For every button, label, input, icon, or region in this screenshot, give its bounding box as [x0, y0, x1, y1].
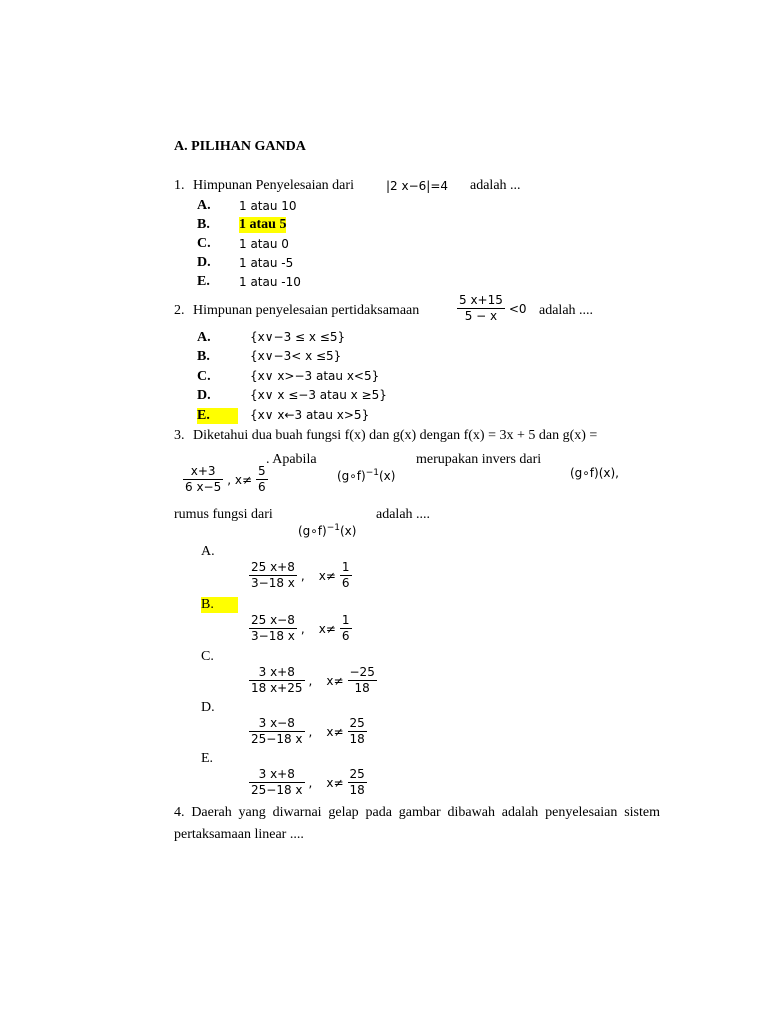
q1-number: 1.: [174, 178, 185, 193]
option-letter: E.: [197, 408, 238, 424]
condition-denominator: 18: [349, 732, 365, 746]
condition-numerator: 25: [349, 767, 365, 781]
q3-inv-base: (g∘f): [337, 469, 366, 483]
comma: ,: [300, 568, 305, 583]
q3-rumus-expr: [298, 523, 356, 538]
section-heading: A. PILIHAN GANDA: [174, 139, 306, 154]
q3-g-cond: , x≠: [227, 472, 253, 487]
q3-option-expression[interactable]: [249, 767, 367, 798]
q3-g-cond-num: 5: [258, 464, 266, 478]
condition-label: x≠: [318, 621, 336, 636]
condition-denominator: 6: [341, 576, 350, 590]
q2-inequality: [457, 293, 527, 324]
q3-rumus-sup: −1: [326, 523, 340, 533]
q3-g-num: x+3: [183, 464, 223, 480]
option-letter: C.: [197, 369, 211, 384]
option-letter: B.: [197, 349, 210, 364]
condition-numerator: 1: [341, 613, 350, 627]
option-letter: C.: [197, 236, 211, 251]
q1-option[interactable]: [197, 217, 337, 235]
q1-expression: |2 x−6|=4: [386, 179, 449, 193]
condition-denominator: 18: [349, 783, 365, 797]
q2-option[interactable]: [197, 408, 397, 426]
q3-apabila: . Apabila: [266, 452, 317, 467]
q3-inverse-expr: [337, 468, 395, 483]
q1-text-after: adalah ...: [470, 178, 521, 193]
option-letter: A.: [197, 330, 211, 345]
q2-fraction: [457, 293, 505, 324]
condition-denominator: 6: [341, 629, 350, 643]
q2-frac-rel: <0: [508, 301, 527, 316]
q3-g-cond-fraction: [256, 464, 268, 495]
comma: ,: [308, 724, 313, 739]
option-fraction: [249, 767, 305, 798]
q3-line1: Diketahui dua buah fungsi f(x) dan g(x) dengan f(x) = 3x + 5 dan g(x) =: [193, 428, 598, 443]
fraction-numerator: 25 x−8: [251, 613, 295, 627]
option-text: 1 atau 5: [239, 217, 287, 232]
q2-option[interactable]: [197, 330, 397, 348]
fraction-denominator: 3−18 x: [251, 629, 295, 643]
q3-option-letter[interactable]: B.: [201, 597, 238, 613]
option-letter: E.: [197, 274, 210, 289]
q1-option[interactable]: [197, 198, 337, 216]
fraction-denominator: 18 x+25: [251, 681, 303, 695]
q2-option[interactable]: [197, 388, 397, 406]
option-text: 1 atau 10: [239, 199, 297, 213]
q3-option-letter[interactable]: E.: [201, 751, 214, 766]
comma: ,: [308, 775, 313, 790]
fraction-numerator: 3 x−8: [249, 716, 305, 732]
q1-option[interactable]: [197, 236, 337, 254]
q3-rumus: rumus fungsi dari: [174, 507, 273, 522]
q3-g-den: 6 x−5: [185, 480, 222, 494]
q4-number: 4.: [174, 805, 185, 820]
q2-text-after: adalah ....: [539, 303, 594, 318]
comma: ,: [308, 673, 313, 688]
fraction-numerator: 25 x+8: [251, 560, 295, 574]
condition-fraction: [348, 716, 367, 747]
q4-body: Daerah yang diwarnai gelap pada gambar dibawah adalah penyelesaian sistem pertaksamaan linear ....: [174, 805, 660, 842]
condition-numerator: −25: [349, 665, 375, 679]
q3-g-cond-den: 6: [258, 480, 266, 494]
condition-label: x≠: [326, 775, 344, 790]
q4-text: [174, 802, 660, 846]
option-text: 1 atau 0: [239, 237, 289, 251]
option-fraction: [249, 665, 305, 696]
q2-frac-num: 5 x+15: [459, 293, 503, 307]
condition-numerator: 1: [341, 560, 350, 574]
condition-fraction: [348, 767, 367, 798]
q3-rumus-base: (g∘f): [298, 524, 327, 538]
q2-text: Himpunan penyelesaian pertidaksamaan: [193, 303, 420, 318]
q3-option-expression[interactable]: [249, 613, 352, 644]
q3-adalah: adalah ....: [376, 507, 431, 522]
fraction-denominator: 25−18 x: [251, 732, 303, 746]
q3-rumus-arg: (x): [340, 524, 357, 538]
q3-inv-arg: (x): [379, 469, 396, 483]
fraction-numerator: 3 x+8: [249, 767, 305, 783]
q3-option-letter[interactable]: D.: [201, 700, 215, 715]
option-fraction: [249, 613, 297, 644]
option-fraction: [249, 560, 297, 591]
option-fraction: [249, 716, 305, 747]
comma: ,: [300, 621, 305, 636]
q2-frac-den: 5 − x: [464, 309, 498, 323]
q3-inv-sup: −1: [365, 468, 379, 478]
option-letter: D.: [197, 255, 211, 270]
q2-option[interactable]: [197, 369, 397, 387]
q3-option-expression[interactable]: [249, 665, 377, 696]
q3-option-letter[interactable]: C.: [201, 649, 214, 664]
condition-fraction: [348, 665, 377, 696]
q3-option-expression[interactable]: [249, 716, 367, 747]
option-text: 1 atau -10: [239, 275, 301, 289]
fraction-denominator: 25−18 x: [251, 783, 303, 797]
condition-fraction: [340, 560, 352, 591]
q2-option[interactable]: [197, 349, 397, 367]
fraction-numerator: 3 x+8: [249, 665, 305, 681]
q3-g-fraction: [183, 464, 223, 495]
q3-composition-expr: (g∘f)(x),: [570, 466, 619, 480]
fraction-denominator: 3−18 x: [251, 576, 295, 590]
option-letter: B.: [197, 217, 210, 232]
condition-label: x≠: [318, 568, 336, 583]
condition-fraction: [340, 613, 352, 644]
option-expression: {x∨−3< x ≤5}: [250, 349, 342, 363]
option-text: 1 atau -5: [239, 256, 294, 270]
condition-label: x≠: [326, 724, 344, 739]
q3-number: 3.: [174, 428, 185, 443]
condition-denominator: 18: [354, 681, 370, 695]
q2-number: 2.: [174, 303, 185, 318]
q3-option-letter[interactable]: A.: [201, 544, 215, 559]
q1-option[interactable]: [197, 255, 337, 273]
q3-option-expression[interactable]: [249, 560, 352, 591]
q3-merupakan: merupakan invers dari: [416, 452, 542, 467]
option-letter: A.: [197, 198, 211, 213]
condition-numerator: 25: [349, 716, 365, 730]
q1-option[interactable]: [197, 274, 337, 292]
q1-text: Himpunan Penyelesaian dari: [193, 178, 354, 193]
option-expression: {x∨ x>−3 atau x<5}: [250, 369, 380, 383]
option-expression: {x∨ x←3 atau x>5}: [250, 408, 370, 422]
condition-label: x≠: [326, 673, 344, 688]
option-letter: D.: [197, 388, 211, 403]
q3-g-definition: [183, 464, 268, 495]
option-expression: {x∨−3 ≤ x ≤5}: [250, 330, 346, 344]
option-expression: {x∨ x ≤−3 atau x ≥5}: [250, 388, 387, 402]
